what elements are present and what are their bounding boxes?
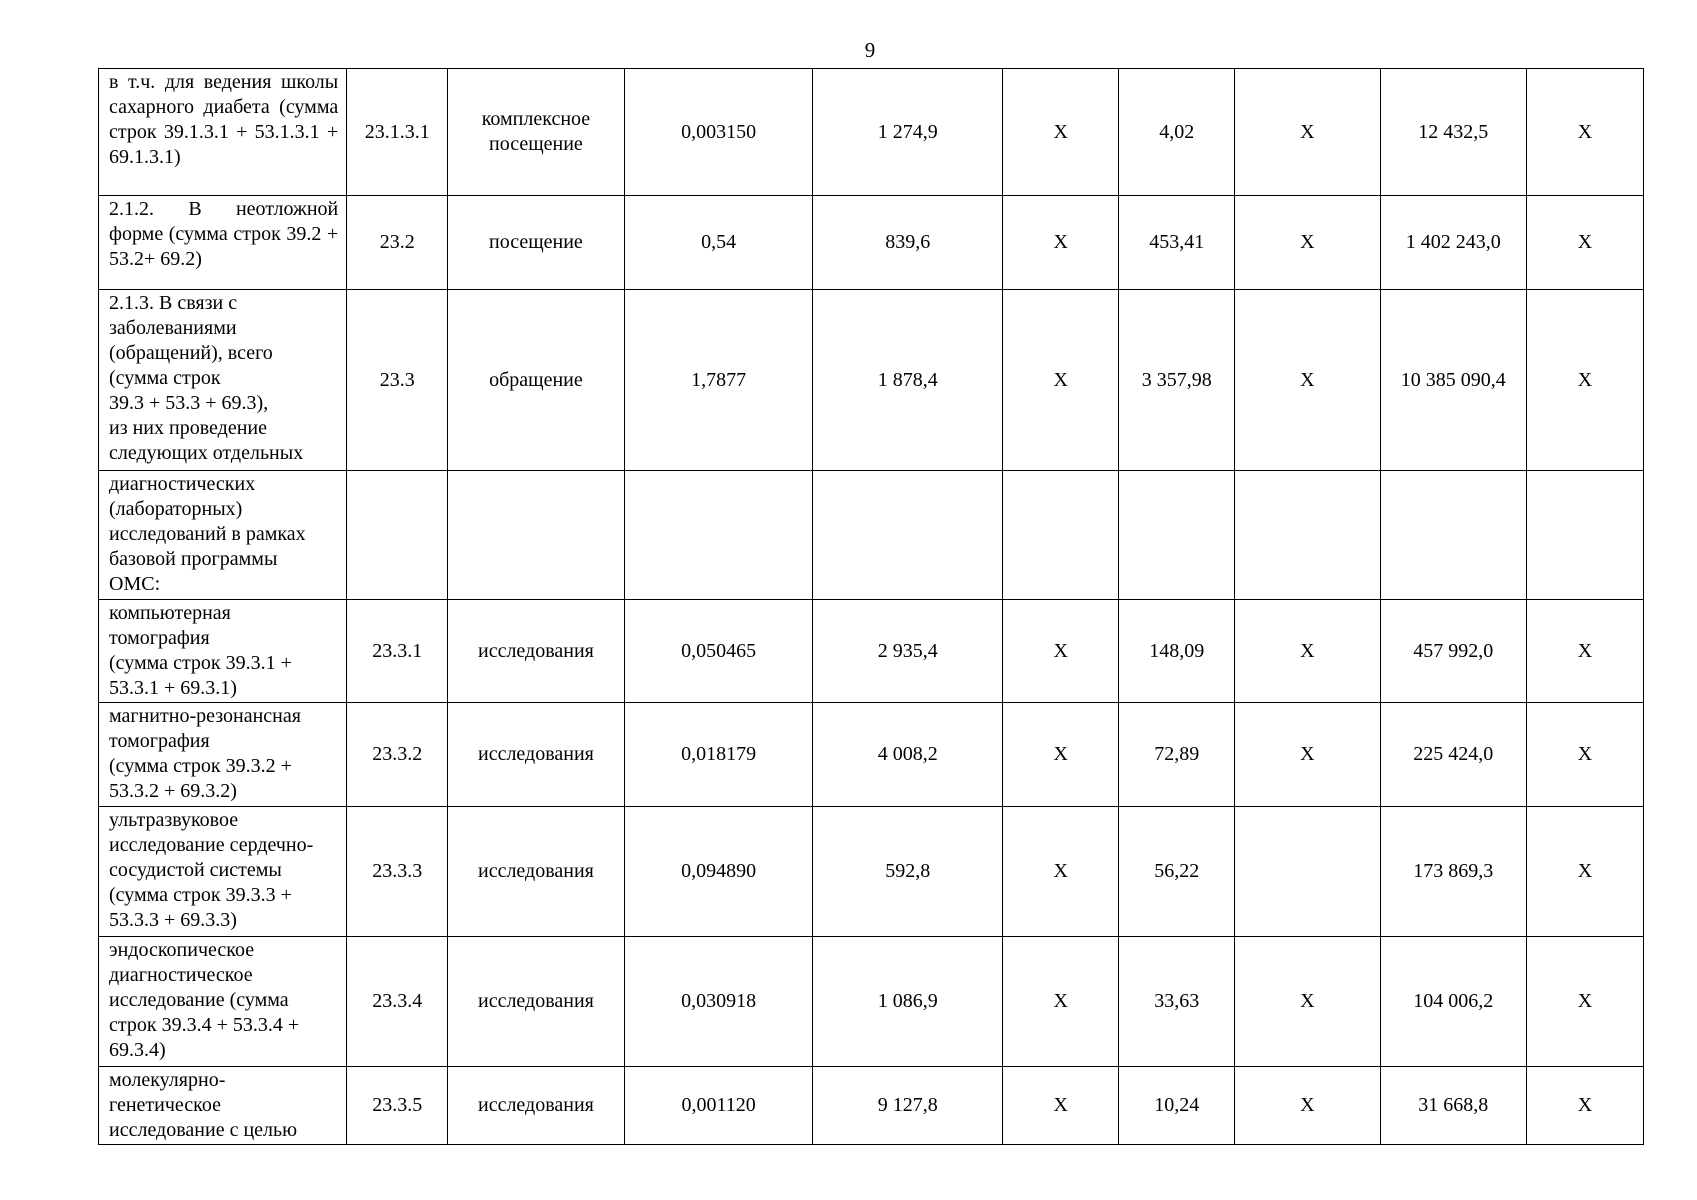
row-cell-7: 10,24 (1119, 1067, 1235, 1145)
row-norm: 0,050465 (624, 600, 813, 703)
row-norm: 0,018179 (624, 703, 813, 807)
row-cell-7 (1119, 471, 1235, 600)
row-description: 2.1.2. В неотложной форме (сумма строк 39.2 + 53.2+ 69.2) (99, 196, 347, 290)
row-norm: 0,003150 (624, 69, 813, 196)
row-cell-7: 72,89 (1119, 703, 1235, 807)
row-cell-9: 12 432,5 (1380, 69, 1526, 196)
row-cost: 592,8 (813, 807, 1003, 937)
row-cell-9: 1 402 243,0 (1380, 196, 1526, 290)
row-cell-6: Х (1003, 600, 1119, 703)
row-cell-10: Х (1526, 703, 1643, 807)
row-cell-8: Х (1235, 196, 1380, 290)
row-description: 2.1.3. В связи с заболеваниями (обращений), всего (сумма строк 39.3 + 53.3 + 69.3), из них проведение следующих отдельных (99, 290, 347, 471)
page-number: 9 (864, 38, 876, 62)
row-cell-10: Х (1526, 69, 1643, 196)
row-unit: комплексное посещение (448, 69, 625, 196)
row-cost: 1 878,4 (813, 290, 1003, 471)
row-cost: 1 274,9 (813, 69, 1003, 196)
row-cell-10: Х (1526, 807, 1643, 937)
row-cell-6: Х (1003, 703, 1119, 807)
row-cell-8 (1235, 471, 1380, 600)
row-cell-7: 3 357,98 (1119, 290, 1235, 471)
table-row (99, 196, 1644, 290)
row-cost (813, 471, 1003, 600)
table-row (99, 1067, 1644, 1145)
row-cell-8: Х (1235, 1067, 1380, 1145)
row-code: 23.3.1 (347, 600, 448, 703)
row-unit: исследования (448, 807, 625, 937)
row-cell-9 (1380, 471, 1526, 600)
row-norm: 0,54 (624, 196, 813, 290)
row-norm: 0,001120 (624, 1067, 813, 1145)
row-code: 23.2 (347, 196, 448, 290)
row-cell-8: Х (1235, 69, 1380, 196)
table-row (99, 937, 1644, 1067)
row-unit: исследования (448, 703, 625, 807)
row-cost: 2 935,4 (813, 600, 1003, 703)
row-description: эндоскопическое диагностическое исследование (сумма строк 39.3.4 + 53.3.4 + 69.3.4) (99, 937, 347, 1067)
row-cell-6: Х (1003, 290, 1119, 471)
row-norm (624, 471, 813, 600)
row-unit: обращение (448, 290, 625, 471)
row-cell-9: 225 424,0 (1380, 703, 1526, 807)
row-cell-7: 4,02 (1119, 69, 1235, 196)
financing-table (98, 68, 1644, 1145)
row-cell-9: 10 385 090,4 (1380, 290, 1526, 471)
row-description: ультразвуковое исследование сердечно- сосудистой системы (сумма строк 39.3.3 + 53.3.3 + 69.3.3) (99, 807, 347, 937)
row-cell-6: Х (1003, 196, 1119, 290)
row-cell-6 (1003, 471, 1119, 600)
row-cell-8: Х (1235, 290, 1380, 471)
row-cell-10 (1526, 471, 1643, 600)
row-cost: 839,6 (813, 196, 1003, 290)
row-cell-8 (1235, 807, 1380, 937)
row-cell-10: Х (1526, 290, 1643, 471)
row-cell-10: Х (1526, 937, 1643, 1067)
row-description: в т.ч. для ведения школы сахарного диабета (сумма строк 39.1.3.1 + 53.1.3.1 + 69.1.3.1) (99, 69, 347, 196)
row-description: магнитно-резонансная томография (сумма строк 39.3.2 + 53.3.2 + 69.3.2) (99, 703, 347, 807)
row-cell-9: 31 668,8 (1380, 1067, 1526, 1145)
row-code: 23.3.2 (347, 703, 448, 807)
row-cost: 4 008,2 (813, 703, 1003, 807)
table-row (99, 290, 1644, 471)
row-unit: посещение (448, 196, 625, 290)
row-description: диагностических (лабораторных) исследований в рамках базовой программы ОМС: (99, 471, 347, 600)
row-cell-7: 56,22 (1119, 807, 1235, 937)
row-description: компьютерная томография (сумма строк 39.3.1 + 53.3.1 + 69.3.1) (99, 600, 347, 703)
row-unit: исследования (448, 600, 625, 703)
row-description: молекулярно- генетическое исследование с целью (99, 1067, 347, 1145)
row-norm: 0,094890 (624, 807, 813, 937)
table-row (99, 69, 1644, 196)
row-cell-7: 33,63 (1119, 937, 1235, 1067)
row-cell-6: Х (1003, 807, 1119, 937)
row-cell-7: 148,09 (1119, 600, 1235, 703)
row-unit: исследования (448, 1067, 625, 1145)
row-cost: 1 086,9 (813, 937, 1003, 1067)
row-cell-8: Х (1235, 600, 1380, 703)
row-code: 23.3.4 (347, 937, 448, 1067)
row-cell-10: Х (1526, 600, 1643, 703)
table-row (99, 471, 1644, 600)
row-cell-10: Х (1526, 1067, 1643, 1145)
row-code: 23.3.3 (347, 807, 448, 937)
row-code (347, 471, 448, 600)
row-unit: исследования (448, 937, 625, 1067)
row-code: 23.3.5 (347, 1067, 448, 1145)
row-code: 23.3 (347, 290, 448, 471)
row-cell-8: Х (1235, 703, 1380, 807)
row-cell-6: Х (1003, 937, 1119, 1067)
row-cell-7: 453,41 (1119, 196, 1235, 290)
row-cell-9: 457 992,0 (1380, 600, 1526, 703)
row-cell-6: Х (1003, 69, 1119, 196)
row-cell-9: 104 006,2 (1380, 937, 1526, 1067)
row-norm: 1,7877 (624, 290, 813, 471)
row-cell-8: Х (1235, 937, 1380, 1067)
row-unit (448, 471, 625, 600)
table-row (99, 807, 1644, 937)
row-cost: 9 127,8 (813, 1067, 1003, 1145)
table-row (99, 703, 1644, 807)
row-cell-9: 173 869,3 (1380, 807, 1526, 937)
row-norm: 0,030918 (624, 937, 813, 1067)
row-code: 23.1.3.1 (347, 69, 448, 196)
row-cell-6: Х (1003, 1067, 1119, 1145)
table-row (99, 600, 1644, 703)
row-cell-10: Х (1526, 196, 1643, 290)
